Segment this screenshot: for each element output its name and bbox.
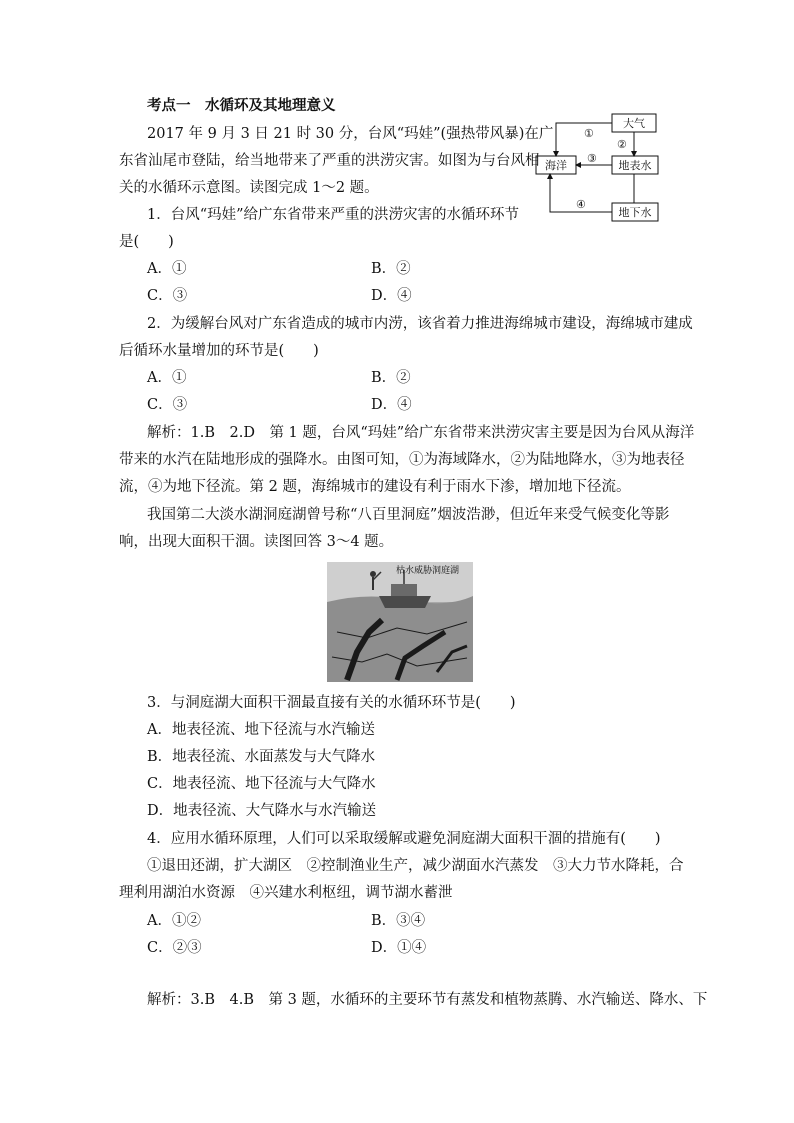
ocean-label: 海洋 [545, 159, 567, 172]
q1-option-b: B．② [371, 261, 411, 277]
q2-stem: 后循环水量增加的环节是( ) [119, 343, 319, 359]
q4-option-c: C．②③ [147, 940, 202, 956]
q2-stem: 2．为缓解台风对广东省造成的城市内涝，该省着力推进海绵城市建设，海绵城市建成 [147, 316, 693, 332]
section-title: 考点一 水循环及其地理意义 [147, 97, 336, 114]
photo-caption: 枯水威胁洞庭湖 [395, 566, 459, 576]
intro-line: 东省汕尾市登陆，给当地带来了严重的洪涝灾害。如图为与台风相 [119, 153, 540, 169]
analysis2-line: 解析：3.B 4.B 第 3 题，水循环的主要环节有蒸发和植物蒸腾、水汽输送、降水、下 [147, 992, 708, 1008]
surface-water-label: 地表水 [618, 159, 652, 172]
marker-3: ③ [587, 152, 597, 165]
intro2-line: 我国第二大淡水湖洞庭湖曾号称“八百里洞庭”烟波浩渺，但近年来受气候变化等影 [147, 507, 670, 523]
intro-line: 关的水循环示意图。读图完成 1～2 题。 [119, 180, 379, 196]
marker-4: ④ [576, 198, 586, 211]
q2-option-b: B．② [371, 370, 411, 386]
q1-option-c: C．③ [147, 288, 188, 304]
analysis-line: 解析：1.B 2.D 第 1 题，台风“玛娃”给广东省带来洪涝灾害主要是因为台风从海洋 [147, 425, 695, 441]
q4-measures: ①退田还湖，扩大湖区 ②控制渔业生产，减少湖面水汽蒸发 ③大力节水降耗，合 [147, 858, 684, 874]
intro-line: 2017 年 9 月 3 日 21 时 30 分，台风“玛娃”(强热带风暴)在广 [147, 126, 554, 142]
q3-stem: 3．与洞庭湖大面积干涸最直接有关的水循环环节是( ) [147, 695, 516, 711]
atmosphere-label: 大气 [623, 117, 645, 130]
q3-option-b: B．地表径流、水面蒸发与大气降水 [147, 749, 376, 765]
q1-stem: 1．台风“玛娃”给广东省带来严重的洪涝灾害的水循环环节 [147, 207, 520, 223]
q1-stem: 是( ) [119, 234, 174, 250]
q2-option-c: C．③ [147, 397, 188, 413]
q3-option-d: D．地表径流、大气降水与水汽输送 [147, 803, 377, 819]
q4-stem: 4．应用水循环原理，人们可以采取缓解或避免洞庭湖大面积干涸的措施有( ) [147, 831, 661, 847]
groundwater-label: 地下水 [618, 206, 652, 219]
q2-option-d: D．④ [371, 397, 412, 413]
intro2-line: 响，出现大面积干涸。读图回答 3～4 题。 [119, 534, 394, 550]
q4-option-d: D．①④ [371, 940, 427, 956]
q4-measures: 理利用湖泊水资源 ④兴建水利枢纽，调节湖水蓄泄 [119, 885, 453, 901]
q1-option-a: A．① [147, 261, 187, 277]
drought-photo [327, 562, 473, 682]
analysis-line: 流，④为地下径流。第 2 题，海绵城市的建设有利于雨水下渗，增加地下径流。 [119, 479, 631, 495]
analysis-line: 带来的水汽在陆地形成的强降水。由图可知，①为海域降水，②为陆地降水，③为地表径 [119, 452, 685, 468]
q1-option-d: D．④ [371, 288, 412, 304]
q4-option-a: A．①② [147, 913, 201, 929]
q3-option-a: A．地表径流、地下径流与水汽输送 [147, 722, 375, 738]
marker-1: ① [584, 127, 594, 140]
water-cycle-diagram [520, 112, 668, 224]
q4-option-b: B．③④ [371, 913, 426, 929]
q3-option-c: C．地表径流、地下径流与大气降水 [147, 776, 376, 792]
marker-2: ② [617, 138, 627, 151]
q2-option-a: A．① [147, 370, 187, 386]
